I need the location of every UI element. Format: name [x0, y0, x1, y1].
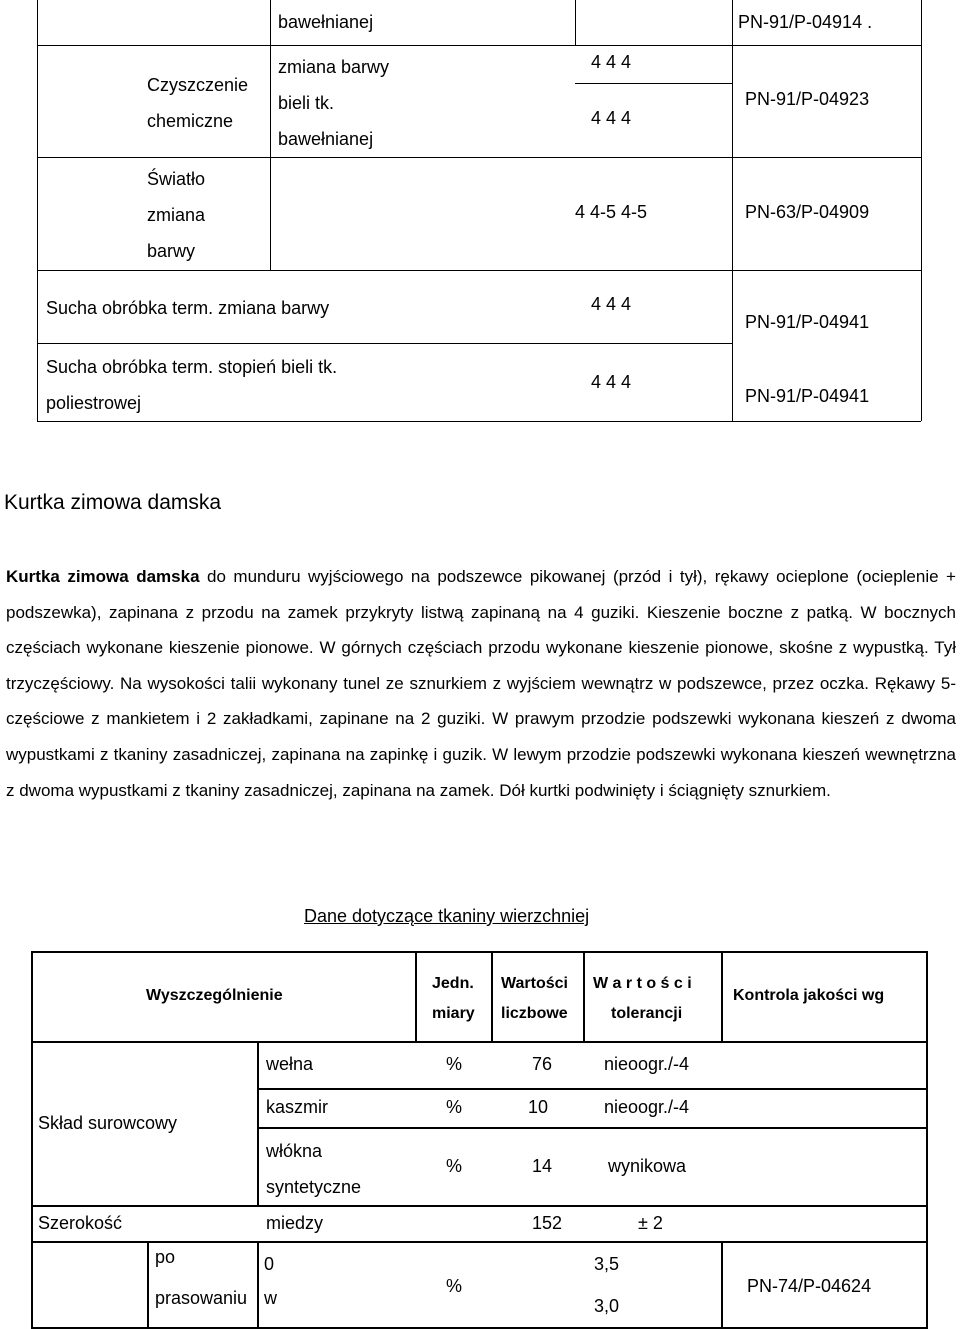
r5-standard: PN-91/P-04941	[745, 386, 870, 406]
header-value-l1: Wartości	[501, 975, 568, 992]
ironing-control: PN-74/P-04624	[747, 1276, 872, 1296]
r4-grade: 4 4 4	[591, 294, 632, 314]
r5-grade: 4 4 4	[591, 372, 632, 392]
ironing-value-b: 3,0	[594, 1296, 620, 1316]
r4-test: Sucha obróbka term. zmiana barwy	[46, 298, 330, 318]
header-control: Kontrola jakości wg	[733, 987, 885, 1004]
ironing-w2: w	[264, 1288, 277, 1308]
header-value-l2: liczbowe	[501, 1005, 568, 1022]
ironing-l1: po	[155, 1247, 176, 1267]
composition-label: Skład surowcowy	[38, 1113, 178, 1133]
r5-test-line2: poliestrowej	[46, 393, 142, 413]
r2-test-line2: chemiczne	[147, 111, 234, 131]
comp-2-name: kaszmir	[266, 1097, 328, 1117]
description-paragraph	[6, 559, 956, 808]
r2-grade-b: 4 4 4	[591, 108, 632, 128]
r3-standard: PN-63/P-04909	[745, 202, 870, 222]
comp-1-tolerance: nieoogr./-4	[604, 1054, 690, 1074]
header-spec: Wyszczególnienie	[146, 987, 283, 1004]
description-text: do munduru wyjściowego na podszewce pikowanej (przód i tył), rękawy ocieplone (ocieplenie + podszewka), zapinana z przodu na zamek przykryty listwą zapinaną na 4 guziki. Kieszenie boczne z patką. W bocznych częściach wykonane kieszenie pionowe. W górnych częściach przodu wykonane kieszenie pionowe, skośne z wypustką. Tył trzyczęściowy. Na wysokości talii wykonany tunel ze sznurkiem z wyjściem wewnątrz w podszewce, przez oczka. Rękawy 5-częściowe z mankietem i 2 zakładkami, zapinane na 2 guziki. W prawym przodzie podszewki wykonana kieszeń z dwoma wypustkami z tkaniny zasadniczej, zapinana na zapinkę i guzik. W lewym przodzie podszewki wykonana kieszeń wewnętrzna z dwoma wypustkami z tkaniny zasadniczej, zapinana na zamek. Dół kurtki podwinięty i ściągnięty sznurkiem.	[6, 567, 956, 800]
width-label: Szerokość	[38, 1213, 123, 1233]
width-sub: miedzy	[266, 1213, 324, 1233]
header-tol-l1: W a r t o ś c i	[593, 975, 692, 992]
r2-prop-line2: bieli tk.	[278, 93, 335, 113]
comp-1-unit: %	[446, 1054, 463, 1074]
fabric-table-caption: Dane dotyczące tkaniny wierzchniej	[304, 906, 590, 926]
ironing-w1: 0	[264, 1254, 275, 1274]
r2-standard: PN-91/P-04923	[745, 89, 870, 109]
header-unit-l2: miary	[432, 1005, 475, 1022]
r1-material: bawełnianej	[278, 12, 374, 32]
comp-1-name: wełna	[266, 1054, 314, 1074]
ironing-value-a: 3,5	[594, 1254, 620, 1274]
description-lead: Kurtka zimowa damska	[6, 567, 200, 586]
r2-grade-a: 4 4 4	[591, 52, 632, 72]
r1-standard: PN-91/P-04914 .	[738, 12, 873, 32]
r2-prop-line1: zmiana barwy	[278, 57, 390, 77]
comp-1-value: 76	[532, 1054, 553, 1074]
ironing-l2: prasowaniu	[155, 1288, 248, 1308]
ironing-unit: %	[446, 1276, 463, 1296]
r3-test-line2: zmiana	[147, 205, 206, 225]
header-unit-l1: Jedn.	[432, 975, 474, 992]
width-value: 152	[532, 1213, 563, 1233]
r4-standard: PN-91/P-04941	[745, 312, 870, 332]
r3-test-line1: Światło	[147, 169, 206, 189]
comp-2-value: 10	[528, 1097, 549, 1117]
comp-3-unit: %	[446, 1156, 463, 1176]
r3-test-line3: barwy	[147, 241, 196, 261]
width-tolerance: ± 2	[638, 1213, 663, 1233]
section-title: Kurtka zimowa damska	[4, 491, 222, 514]
r3-grade: 4 4-5 4-5	[575, 202, 648, 222]
header-tol-l2: tolerancji	[611, 1005, 683, 1022]
r2-test-line1: Czyszczenie	[147, 75, 249, 95]
comp-2-tolerance: nieoogr./-4	[604, 1097, 690, 1117]
comp-2-unit: %	[446, 1097, 463, 1117]
comp-3-name-l2: syntetyczne	[266, 1177, 362, 1197]
r2-prop-line3: bawełnianej	[278, 129, 374, 149]
comp-3-tolerance: wynikowa	[608, 1156, 687, 1176]
r5-test-line1: Sucha obróbka term. stopień bieli tk.	[46, 357, 338, 377]
comp-3-name-l1: włókna	[266, 1141, 323, 1161]
comp-3-value: 14	[532, 1156, 553, 1176]
